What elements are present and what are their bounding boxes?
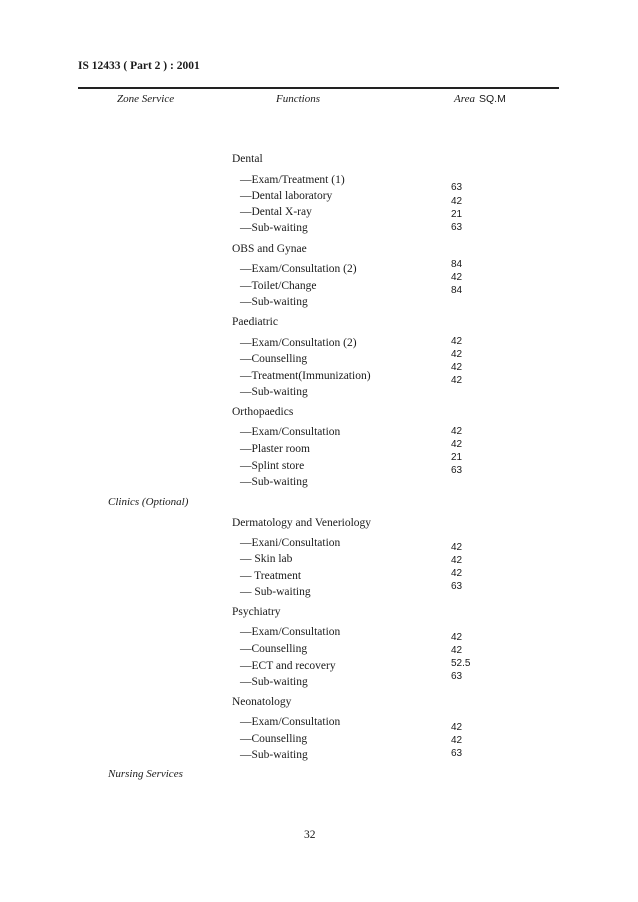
area-value: 84 bbox=[451, 259, 463, 270]
department-dermatology: Dermatology and Veneriology bbox=[232, 517, 372, 529]
document-id: IS 12433 ( Part 2 ) : 2001 bbox=[78, 60, 200, 72]
area-value: 42 bbox=[451, 336, 463, 347]
area-value: 42 bbox=[451, 272, 463, 283]
department-dental: Dental bbox=[232, 153, 263, 165]
function-item: —Sub-waiting bbox=[240, 222, 308, 234]
function-item: —Exam/Consultation bbox=[240, 626, 341, 638]
function-item: —Dental X-ray bbox=[240, 206, 312, 218]
department-obs-gynae: OBS and Gynae bbox=[232, 243, 307, 255]
function-item: —Sub-waiting bbox=[240, 749, 308, 761]
area-value: 42 bbox=[451, 722, 463, 733]
area-value: 42 bbox=[451, 735, 463, 746]
column-header-functions: Functions bbox=[276, 93, 320, 105]
function-item: —Sub-waiting bbox=[240, 476, 308, 488]
function-item: —Exam/Consultation bbox=[240, 716, 341, 728]
header-rule bbox=[78, 87, 559, 89]
function-item: —Toilet/Change bbox=[240, 280, 317, 292]
function-item: —Dental laboratory bbox=[240, 190, 333, 202]
area-value: 42 bbox=[451, 426, 463, 437]
area-value: 52.5 bbox=[451, 658, 471, 669]
area-value: 42 bbox=[451, 349, 463, 360]
area-value: 63 bbox=[451, 182, 463, 193]
area-value: 21 bbox=[451, 209, 463, 220]
department-orthopaedics: Orthopaedics bbox=[232, 406, 294, 418]
function-item: —Plaster room bbox=[240, 443, 310, 455]
area-value: 42 bbox=[451, 555, 463, 566]
area-value: 42 bbox=[451, 632, 463, 643]
function-item: —Exani/Consultation bbox=[240, 537, 341, 549]
column-header-area bbox=[454, 93, 506, 105]
function-item: —Sub-waiting bbox=[240, 386, 308, 398]
area-value: 63 bbox=[451, 748, 463, 759]
area-value: 21 bbox=[451, 452, 463, 463]
area-value: 63 bbox=[451, 465, 463, 476]
function-item: —Sub-waiting bbox=[240, 676, 308, 688]
function-item: —Counselling bbox=[240, 733, 308, 745]
area-value: 42 bbox=[451, 375, 463, 386]
function-item: — Sub-waiting bbox=[240, 586, 311, 598]
function-item: —Exam/Consultation bbox=[240, 426, 341, 438]
function-item: —Counselling bbox=[240, 353, 308, 365]
area-label: Area bbox=[454, 93, 475, 105]
area-value: 63 bbox=[451, 671, 463, 682]
function-item: —Exam/Treatment (1) bbox=[240, 174, 345, 186]
area-value: 42 bbox=[451, 439, 463, 450]
function-item: —Treatment(Immunization) bbox=[240, 370, 371, 382]
area-value: 42 bbox=[451, 362, 463, 373]
area-value: 63 bbox=[451, 222, 463, 233]
department-neonatology: Neonatology bbox=[232, 696, 292, 708]
page-number: 32 bbox=[304, 829, 316, 841]
function-item: — Skin lab bbox=[240, 553, 293, 565]
area-value: 63 bbox=[451, 581, 463, 592]
zone-nursing-services: Nursing Services bbox=[108, 768, 183, 780]
area-value: 42 bbox=[451, 196, 463, 207]
function-item: —Counselling bbox=[240, 643, 308, 655]
function-item: —Exam/Consultation (2) bbox=[240, 263, 357, 275]
area-unit: SQ.M bbox=[478, 93, 506, 105]
function-item: —Sub-waiting bbox=[240, 296, 308, 308]
column-header-zone: Zone Service bbox=[117, 93, 175, 105]
area-value: 42 bbox=[451, 645, 463, 656]
function-item: —ECT and recovery bbox=[240, 660, 336, 672]
function-item: —Splint store bbox=[240, 460, 305, 472]
function-item: —Exam/Consultation (2) bbox=[240, 337, 357, 349]
area-value: 42 bbox=[451, 568, 463, 579]
area-value: 84 bbox=[451, 285, 463, 296]
area-value: 42 bbox=[451, 542, 463, 553]
zone-clinics: Clinics (Optional) bbox=[108, 496, 189, 508]
department-paediatric: Paediatric bbox=[232, 316, 278, 328]
department-psychiatry: Psychiatry bbox=[232, 606, 281, 618]
function-item: — Treatment bbox=[240, 570, 302, 582]
